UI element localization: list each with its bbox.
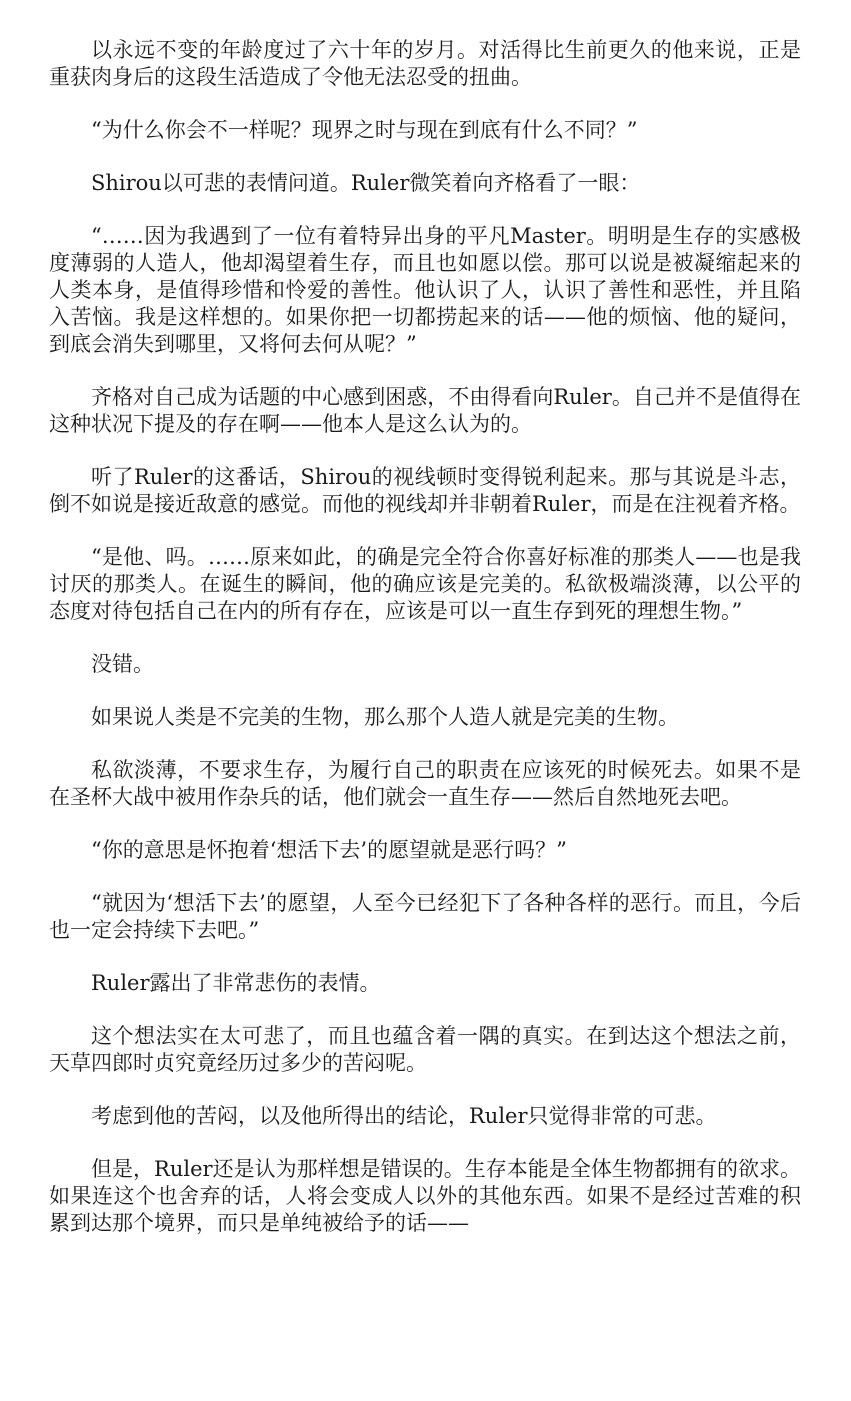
paragraph: “为什么你会不一样呢？现界之时与现在到底有什么不同？” <box>91 118 638 142</box>
paragraph: 齐格对自己成为话题的中心感到困惑，不由得看向Ruler。自己并不是值得在这种状况下提及的存在啊——他本人是这么认为的。 <box>49 385 801 436</box>
paragraph: “你的意思是怀抱着‘想活下去’的愿望就是恶行吗？” <box>91 838 567 862</box>
paragraph: 如果说人类是不完美的生物，那么那个人造人就是完美的生物。 <box>91 705 679 729</box>
paragraph: 私欲淡薄，不要求生存，为履行自己的职责在应该死的时候死去。如果不是在圣杯大战中被用作杂兵的话，他们就会一直生存——然后自然地死去吧。 <box>49 758 801 809</box>
paragraph: “是他、吗。……原来如此，的确是完全符合你喜好标准的那类人——也是我讨厌的那类人。在诞生的瞬间，他的确应该是完美的。私欲极端淡薄，以公平的态度对待包括自己在内的所有存在，应该是可以一直生存到死的理想生物。” <box>49 545 801 623</box>
paragraph: 但是，Ruler还是认为那样想是错误的。生存本能是全体生物都拥有的欲求。如果连这个也舍弃的话，人将会变成人以外的其他东西。如果不是经过苦难的积累到达那个境界，而只是单纯被给予的话—— <box>49 1157 801 1235</box>
paragraph: Shirou以可悲的表情问道。Ruler微笑着向齐格看了一眼： <box>91 171 641 195</box>
paragraph: “就因为‘想活下去’的愿望，人至今已经犯下了各种各样的恶行。而且，今后也一定会持续下去吧。” <box>49 891 801 942</box>
paragraph: “……因为我遇到了一位有着特异出身的平凡Master。明明是生存的实感极度薄弱的人造人，他却渴望着生存，而且也如愿以偿。那可以说是被凝缩起来的人类本身，是值得珍惜和怜爱的善性。他认识了人，认识了善性和恶性，并且陷入苦恼。我是这样想的。如果你把一切都捞起来的话——他的烦恼、他的疑问，到底会消失到哪里，又将何去何从呢？” <box>49 224 801 356</box>
paragraph: Ruler露出了非常悲伤的表情。 <box>91 971 381 995</box>
paragraph: 没错。 <box>91 652 154 676</box>
paragraph: 这个想法实在太可悲了，而且也蕴含着一隅的真实。在到达这个想法之前，天草四郎时贞究竟经历过多少的苦闷呢。 <box>49 1024 801 1075</box>
paragraph: 考虑到他的苦闷，以及他所得出的结论，Ruler只觉得非常的可悲。 <box>91 1104 717 1128</box>
text-body <box>49 37 801 1263</box>
paragraph: 以永远不变的年龄度过了六十年的岁月。对活得比生前更久的他来说，正是重获肉身后的这段生活造成了令他无法忍受的扭曲。 <box>49 38 801 89</box>
paragraph: 听了Ruler的这番话，Shirou的视线顿时变得锐利起来。那与其说是斗志，倒不如说是接近敌意的感觉。而他的视线却并非朝着Ruler，而是在注视着齐格。 <box>49 465 801 516</box>
